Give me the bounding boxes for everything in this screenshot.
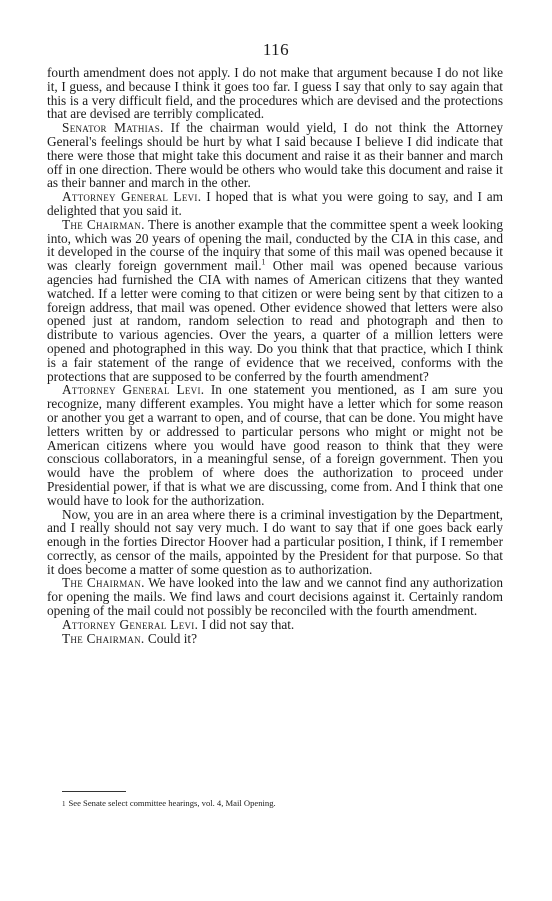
paragraph-8	[47, 618, 503, 632]
page-number: 116	[262, 40, 290, 59]
paragraph-text: I hoped that is what you were going to say, and I am delighted that you said it.	[47, 189, 504, 218]
footnote-text: See Senate select committee hearings, vol. 4, Mail Opening.	[68, 798, 276, 808]
paragraph-text: fourth amendment does not apply. I do not make that argument because I do not like it, I guess, and because I think it goes too far. I guess I say that only to say again that this is a very difficult field, and the procedures which are devised and the protections that are devised are terribly complicated.	[47, 65, 503, 122]
paragraph-text-continued: Other mail was opened because various agencies had furnished the CIA with names of American citizens that they wanted watched. If a letter were coming to that citizen or were being sent by that citizen to a foreign address, that mail was opened. Other evidence showed that letters were also opened just at random, random selection to read and photograph and then to distribute to various agencies. Over the years, a quarter of a million letters were opened and photographed in this way. Do you think that that practice, which I think is a fair statement of the range of evidence that we received, conforms with the protections that are supposed to be conferred by the fourth amendment?	[47, 258, 503, 384]
paragraph-text: We have looked into the law and we cannot find any authorization for opening the mails. We find laws and court decisions against it. Certainly random opening of the mail could not possibly be reconciled with the fourth amendment.	[47, 575, 503, 619]
paragraph-text: I did not say that.	[201, 616, 295, 632]
paragraph-4	[47, 218, 503, 384]
footnote-divider	[62, 791, 126, 792]
paragraph-3	[47, 190, 503, 218]
paragraph-7	[47, 576, 503, 617]
speaker-name: Attorney General Levi.	[62, 189, 202, 205]
footnote-number: 1	[62, 800, 66, 808]
paragraph-text: Could it?	[147, 630, 197, 646]
transcript-body	[47, 66, 503, 645]
paragraph-5	[47, 383, 503, 507]
speaker-name: Senator Mathias.	[62, 120, 164, 136]
speaker-name: The Chairman.	[62, 216, 145, 232]
paragraph-text: There is another example that the committee spent a week looking into, which was 20 years of opening the mail, conducted by the CIA in this case, and it developed in the course of the inquiry that some of this mail was opened because it was clearly foreign government mail.	[47, 216, 504, 274]
paragraph-text: Now, you are in an area where there is a criminal investigation by the Department, and I really should not say very much. I do want to say that if one goes back early enough in the forties Director Hoover had a particular position, I think, if I remember correctly, as censor of the mails, appointed by the President for that purpose. So that it does become a matter of some question as to authorization.	[47, 506, 503, 577]
paragraph-text: In one statement you mentioned, as I am sure you recognize, many different examples. You might have a letter which for some reason or another you get a warrant to open, and of course, that can be done. You might have letters written by or addressed to particular persons who might or might not be American citizens where you would have good reason to think that they were conscious collaborators, in a meaningful sense, of a foreign government. Then you would have the problem of where does the authorization to proceed under Presidential power, if that is what we are discussing, come from. And I think that one would have to look for the authorization.	[47, 382, 503, 508]
paragraph-9	[47, 632, 503, 646]
paragraph-2	[47, 121, 503, 190]
speaker-name: The Chairman.	[62, 575, 145, 591]
footnote-reference: 1	[261, 257, 266, 267]
paragraph-text: If the chairman would yield, I do not think the Attorney General's feelings should be hurt by what I said because I believe I did indicate that there were those that might take this document and raise it as their banner and march off in one direction. There would be others who would take this document and raise it as their banner and march in the other.	[47, 120, 503, 191]
speaker-name: Attorney General Levi.	[62, 616, 199, 632]
paragraph-1	[47, 66, 503, 121]
speaker-name: The Chairman.	[62, 630, 145, 646]
footnote	[62, 798, 482, 810]
paragraph-6	[47, 508, 503, 577]
speaker-name: Attorney General Levi.	[62, 382, 205, 398]
